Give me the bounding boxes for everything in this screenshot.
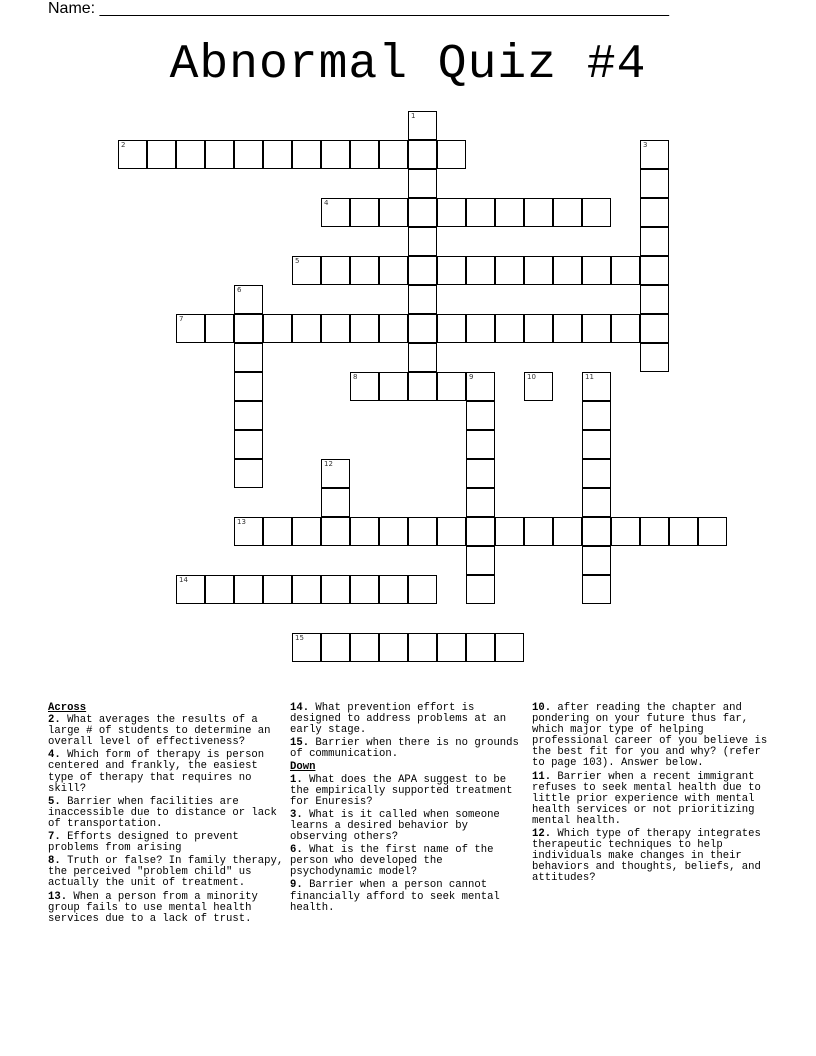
clue-number: 3 xyxy=(643,141,648,149)
crossword-cell[interactable] xyxy=(582,517,611,546)
crossword-cell[interactable] xyxy=(524,256,553,285)
crossword-cell[interactable] xyxy=(379,198,408,227)
crossword-cell[interactable] xyxy=(263,314,292,343)
crossword-cell[interactable] xyxy=(582,546,611,575)
crossword-cell[interactable] xyxy=(582,314,611,343)
crossword-cell[interactable] xyxy=(379,140,408,169)
crossword-cell[interactable] xyxy=(640,343,669,372)
crossword-cell[interactable] xyxy=(553,314,582,343)
clue-down-1: 1. What does the APA suggest to be the empirically supported treatment for Enuresis? xyxy=(290,773,513,808)
crossword-cell[interactable] xyxy=(640,285,669,314)
crossword-cell[interactable] xyxy=(524,517,553,546)
clue-number: 7 xyxy=(179,315,184,323)
crossword-cell[interactable] xyxy=(408,517,437,546)
crossword-cell[interactable] xyxy=(350,633,379,662)
crossword-cell[interactable] xyxy=(234,372,263,401)
crossword-cell[interactable] xyxy=(263,575,292,604)
crossword-cell[interactable] xyxy=(379,372,408,401)
crossword-cell[interactable] xyxy=(205,314,234,343)
crossword-cell[interactable] xyxy=(292,575,321,604)
crossword-cell[interactable] xyxy=(176,140,205,169)
crossword-cell[interactable] xyxy=(640,198,669,227)
crossword-cell[interactable] xyxy=(466,314,495,343)
clue-number: 1 xyxy=(411,112,416,120)
crossword-cell[interactable] xyxy=(408,343,437,372)
crossword-cell[interactable] xyxy=(350,198,379,227)
crossword-cell[interactable] xyxy=(379,633,408,662)
crossword-cell[interactable] xyxy=(582,198,611,227)
crossword-cell[interactable] xyxy=(234,517,263,546)
crossword-cell[interactable] xyxy=(495,517,524,546)
clue-number: 10 xyxy=(527,373,536,381)
crossword-cell[interactable] xyxy=(234,343,263,372)
clues-column-2 xyxy=(290,703,526,916)
crossword-cell[interactable] xyxy=(611,314,640,343)
crossword-cell[interactable] xyxy=(292,256,321,285)
crossword-cell[interactable] xyxy=(234,140,263,169)
clue-across-8: 8. Truth or false? In family therapy, the perceived "problem child" us actually the unit of treatment. xyxy=(48,855,284,890)
crossword-cell[interactable] xyxy=(321,198,350,227)
clue-across-15: 15. Barrier when there is no grounds of communication. xyxy=(290,737,519,761)
crossword-cell[interactable] xyxy=(495,256,524,285)
crossword-cell[interactable] xyxy=(582,430,611,459)
crossword-cell[interactable] xyxy=(640,517,669,546)
crossword-cell[interactable] xyxy=(582,401,611,430)
crossword-cell[interactable] xyxy=(263,140,292,169)
crossword-cell[interactable] xyxy=(292,314,321,343)
crossword-cell[interactable] xyxy=(408,140,437,169)
crossword-cell[interactable] xyxy=(234,314,263,343)
crossword-cell[interactable] xyxy=(205,575,234,604)
crossword-cell[interactable] xyxy=(234,430,263,459)
crossword-cell[interactable] xyxy=(466,401,495,430)
clue-number: 4 xyxy=(324,199,329,207)
clue-down-9: 9. Barrier when a person cannot financially afford to seek mental health. xyxy=(290,879,500,914)
clue-number: 5 xyxy=(295,257,300,265)
clue-across-5: 5. Barrier when facilities are inaccessible due to distance or lack of transportation. xyxy=(48,795,277,830)
crossword-cell[interactable] xyxy=(524,372,553,401)
clues-column-1 xyxy=(48,703,284,927)
clue-down-6: 6. What is the first name of the person who developed the psychodynamic model? xyxy=(290,844,494,879)
crossword-cell[interactable] xyxy=(234,401,263,430)
crossword-cell[interactable] xyxy=(292,140,321,169)
clue-number: 12 xyxy=(324,460,333,468)
crossword-cell[interactable] xyxy=(437,372,466,401)
crossword-cell[interactable] xyxy=(640,140,669,169)
crossword-cell[interactable] xyxy=(466,372,495,401)
crossword-cell[interactable] xyxy=(466,488,495,517)
crossword-cell[interactable] xyxy=(321,314,350,343)
crossword-cell[interactable] xyxy=(466,198,495,227)
page-title: Abnormal Quiz #4 xyxy=(169,38,647,92)
crossword-cell[interactable] xyxy=(408,256,437,285)
crossword-cell[interactable] xyxy=(698,517,727,546)
crossword-cell[interactable] xyxy=(669,517,698,546)
crossword-cell[interactable] xyxy=(408,314,437,343)
crossword-cell[interactable] xyxy=(321,517,350,546)
crossword-cell[interactable] xyxy=(466,575,495,604)
crossword-cell[interactable] xyxy=(466,430,495,459)
crossword-cell[interactable] xyxy=(379,314,408,343)
crossword-cell[interactable] xyxy=(321,633,350,662)
crossword-cell[interactable] xyxy=(524,314,553,343)
crossword-cell[interactable] xyxy=(553,198,582,227)
crossword-cell[interactable] xyxy=(640,169,669,198)
crossword-cell[interactable] xyxy=(292,633,321,662)
crossword-cell[interactable] xyxy=(466,517,495,546)
crossword-cell[interactable] xyxy=(408,285,437,314)
clue-number: 8 xyxy=(353,373,358,381)
crossword-cell[interactable] xyxy=(466,256,495,285)
clue-down-12: 12. Which type of therapy integrates therapeutic techniques to help individuals make changes in their behaviors and thoughts, beliefs, and attitudes? xyxy=(532,828,761,885)
crossword-cell[interactable] xyxy=(466,633,495,662)
clue-number: 2 xyxy=(121,141,126,149)
crossword-cell[interactable] xyxy=(553,517,582,546)
crossword-cell[interactable] xyxy=(292,517,321,546)
clue-across-7: 7. Efforts designed to prevent problems from arising xyxy=(48,831,239,855)
crossword-cell[interactable] xyxy=(466,459,495,488)
clue-number: 11 xyxy=(585,373,594,381)
crossword-cell[interactable] xyxy=(321,459,350,488)
crossword-cell[interactable] xyxy=(437,256,466,285)
clue-down-10: 10. after reading the chapter and pondering on your future thus far, which major type of helping professional career of you believe is the best fit for you and why? (refer to page 103). Answer below. xyxy=(532,702,768,770)
crossword-cell[interactable] xyxy=(118,140,147,169)
crossword-cell[interactable] xyxy=(611,256,640,285)
crossword-cell[interactable] xyxy=(582,459,611,488)
crossword-cell[interactable] xyxy=(176,575,205,604)
crossword-cell[interactable] xyxy=(437,140,466,169)
crossword-cell[interactable] xyxy=(321,256,350,285)
crossword-cell[interactable] xyxy=(234,459,263,488)
crossword-cell[interactable] xyxy=(350,314,379,343)
crossword-cell[interactable] xyxy=(321,488,350,517)
crossword-cell[interactable] xyxy=(582,256,611,285)
crossword-cell[interactable] xyxy=(350,575,379,604)
crossword-cell[interactable] xyxy=(582,372,611,401)
crossword-cell[interactable] xyxy=(408,169,437,198)
crossword-cell[interactable] xyxy=(350,517,379,546)
crossword-cell[interactable] xyxy=(408,227,437,256)
clue-number: 15 xyxy=(295,634,304,642)
clues-column-3 xyxy=(532,703,768,887)
crossword-cell[interactable] xyxy=(205,140,234,169)
crossword-cell[interactable] xyxy=(234,575,263,604)
crossword-cell[interactable] xyxy=(437,633,466,662)
crossword-cell[interactable] xyxy=(408,198,437,227)
crossword-cell[interactable] xyxy=(553,256,582,285)
clue-across-13: 13. When a person from a minority group fails to use mental health services due to a lack of trust. xyxy=(48,890,258,925)
crossword-cell[interactable] xyxy=(437,517,466,546)
crossword-cell[interactable] xyxy=(640,227,669,256)
crossword-cell[interactable] xyxy=(321,575,350,604)
crossword-cell[interactable] xyxy=(379,256,408,285)
crossword-cell[interactable] xyxy=(437,198,466,227)
crossword-cell[interactable] xyxy=(408,372,437,401)
crossword-cell[interactable] xyxy=(437,314,466,343)
crossword-cell[interactable] xyxy=(640,314,669,343)
clue-across-4: 4. Which form of therapy is person centered and frankly, the easiest type of therapy that requires no skill? xyxy=(48,749,265,795)
clue-number: 14 xyxy=(179,576,188,584)
crossword-cell[interactable] xyxy=(350,140,379,169)
crossword-cell[interactable] xyxy=(379,517,408,546)
crossword-cell[interactable] xyxy=(611,517,640,546)
crossword-cell[interactable] xyxy=(379,575,408,604)
crossword-cell[interactable] xyxy=(582,575,611,604)
clue-number: 13 xyxy=(237,518,246,526)
crossword-cell[interactable] xyxy=(321,140,350,169)
clue-down-11: 11. Barrier when a recent immigrant refuses to seek mental health due to little prior experience with mental health services or not prioritizing mental health. xyxy=(532,770,761,827)
crossword-cell[interactable] xyxy=(466,546,495,575)
crossword-cell[interactable] xyxy=(408,633,437,662)
crossword-cell[interactable] xyxy=(350,256,379,285)
clue-number: 6 xyxy=(237,286,242,294)
crossword-cell[interactable] xyxy=(640,256,669,285)
crossword-cell[interactable] xyxy=(234,285,263,314)
clue-down-3: 3. What is it called when someone learns a desired behavior by observing others? xyxy=(290,808,500,844)
crossword-cell[interactable] xyxy=(147,140,176,169)
clue-number: 9 xyxy=(469,373,474,381)
crossword-cell[interactable] xyxy=(176,314,205,343)
crossword-cell[interactable] xyxy=(263,517,292,546)
down-heading: Down xyxy=(290,761,316,774)
across-heading: Across xyxy=(48,702,87,714)
clue-across-2: 2. What averages the results of a large # of students to determine an overall level of effectiveness? xyxy=(48,714,271,749)
crossword-cell[interactable] xyxy=(408,111,437,140)
crossword-cell[interactable] xyxy=(495,633,524,662)
clue-across-14: 14. What prevention effort is designed to address problems at an early stage. xyxy=(290,702,507,737)
crossword-cell[interactable] xyxy=(524,198,553,227)
crossword-cell[interactable] xyxy=(408,575,437,604)
crossword-cell[interactable] xyxy=(350,372,379,401)
crossword-cell[interactable] xyxy=(495,198,524,227)
crossword-cell[interactable] xyxy=(582,488,611,517)
crossword-cell[interactable] xyxy=(495,314,524,343)
name-field-label: Name: ________________________________________________________________ xyxy=(48,0,670,17)
